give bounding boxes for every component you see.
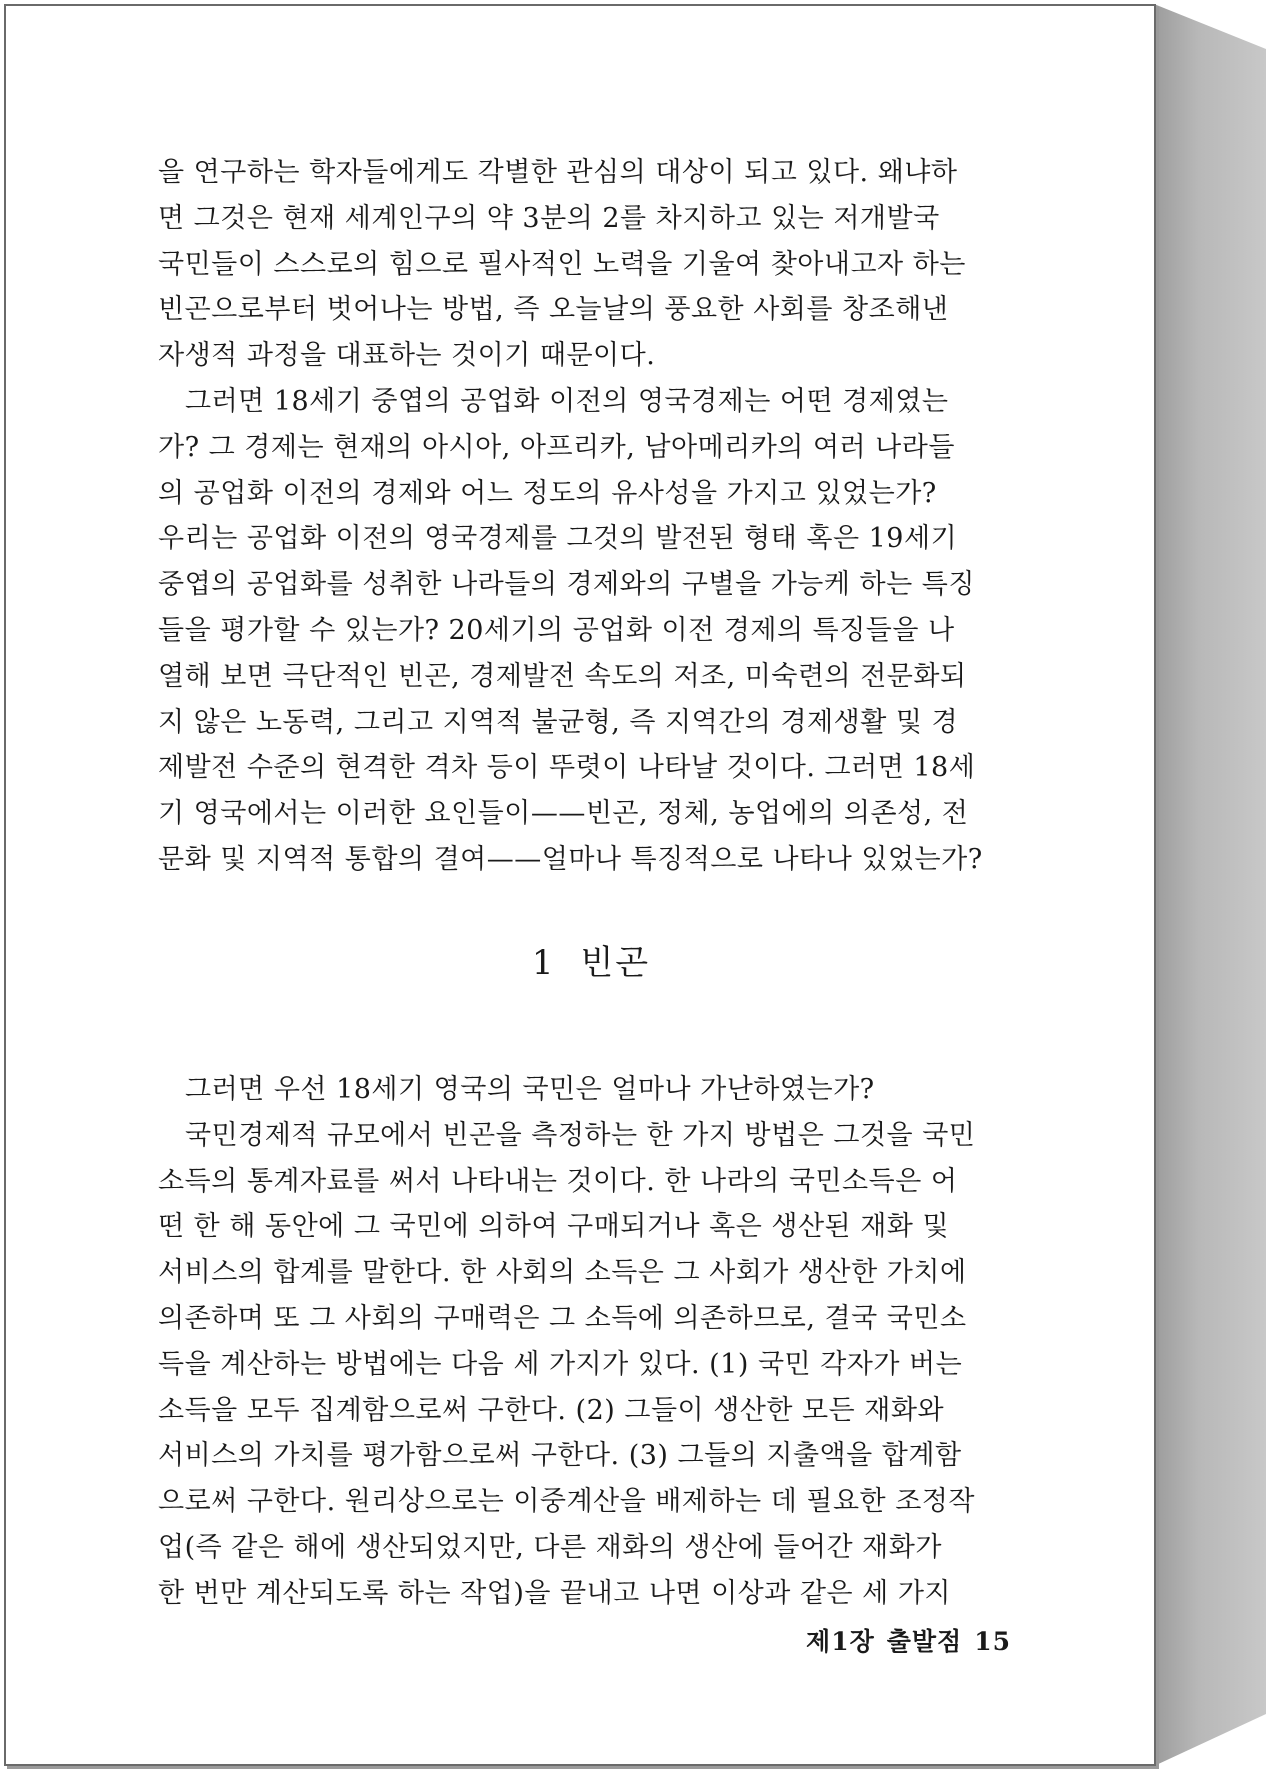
text-line: 국민경제적 규모에서 빈곤을 측정하는 한 가지 방법은 그것을 국민	[185, 1119, 976, 1151]
text-line: 을 연구하는 학자들에게도 각별한 관심의 대상이 되고 있다. 왜냐하	[158, 157, 958, 188]
intro-text-block	[158, 150, 1024, 883]
page-number: 15	[974, 1627, 1011, 1656]
section-number: 1	[531, 943, 556, 983]
section-title: 빈곤	[580, 943, 651, 983]
text-line: 의 공업화 이전의 경제와 어느 정도의 유사성을 가지고 있었는가?	[158, 477, 937, 509]
text-line: 한 번만 계산되도록 하는 작업)을 끝내고 나면 이상과 같은 세 가지	[158, 1577, 951, 1609]
chapter-label: 제1장	[806, 1627, 875, 1656]
text-line: 가? 그 경제는 현재의 아시아, 아프리카, 남아메리카의 여러 나라들	[158, 431, 955, 463]
text-line: 빈곤으로부터 벗어나는 방법, 즉 오늘날의 풍요한 사회를 창조해낸	[158, 294, 949, 326]
text-line: 으로써 구한다. 원리상으로는 이중계산을 배제하는 데 필요한 조정작	[158, 1486, 975, 1518]
text-line: 제발전 수준의 현격한 격차 등이 뚜렷이 나타날 것이다. 그러면 18세	[158, 752, 976, 784]
section-text-block	[158, 1067, 1024, 1617]
text-line: 지 않은 노동력, 그리고 지역적 불균형, 즉 지역간의 경제생활 및 경	[158, 706, 959, 738]
text-line: 면 그것은 현재 세계인구의 약 3분의 2를 차지하고 있는 저개발국	[158, 202, 940, 234]
paragraph-3	[158, 1067, 1024, 1113]
paragraph-2	[158, 379, 1024, 883]
page-edge-shadow	[1154, 4, 1266, 1766]
text-line: 의존하며 또 그 사회의 구매력은 그 소득에 의존하므로, 결국 국민소	[158, 1302, 967, 1334]
text-line: 자생적 과정을 대표하는 것이기 때문이다.	[158, 340, 656, 372]
text-line: 문화 및 지역적 통합의 결여——얼마나 특징적으로 나타나 있었는가?	[158, 843, 983, 875]
text-line: 그러면 18세기 중엽의 공업화 이전의 영국경제는 어떤 경제였는	[185, 385, 949, 417]
text-line: 우리는 공업화 이전의 영국경제를 그것의 발전된 형태 혹은 19세기	[158, 523, 958, 555]
text-line: 득을 계산하는 방법에는 다음 세 가지가 있다. (1) 국민 각자가 버는	[158, 1348, 963, 1380]
chapter-title: 출발점	[886, 1627, 963, 1656]
paragraph-4	[158, 1113, 1024, 1617]
text-line: 소득을 모두 집계함으로써 구한다. (2) 그들이 생산한 모든 재화와	[158, 1394, 945, 1426]
text-line: 그러면 우선 18세기 영국의 국민은 얼마나 가난하였는가?	[185, 1074, 875, 1105]
text-line: 업(즉 같은 해에 생산되었지만, 다른 재화의 생산에 들어간 재화가	[158, 1531, 942, 1563]
text-line: 소득의 통계자료를 써서 나타내는 것이다. 한 나라의 국민소득은 어	[158, 1165, 958, 1197]
section-heading	[158, 935, 1024, 984]
text-line: 중엽의 공업화를 성취한 나라들의 경제와의 구별을 가능케 하는 특징	[158, 569, 975, 601]
text-line: 떤 한 해 동안에 그 국민에 의하여 구매되거나 혹은 생산된 재화 및	[158, 1211, 950, 1243]
text-line: 국민들이 스스로의 힘으로 필사적인 노력을 기울여 찾아내고자 하는	[158, 248, 966, 280]
text-line: 서비스의 합계를 말한다. 한 사회의 소득은 그 사회가 생산한 가치에	[158, 1257, 967, 1289]
text-line: 서비스의 가치를 평가함으로써 구한다. (3) 그들의 지출액을 합계함	[158, 1440, 962, 1472]
text-line: 들을 평가할 수 있는가? 20세기의 공업화 이전 경제의 특징들을 나	[158, 614, 955, 646]
paragraph-1	[158, 150, 1024, 379]
text-line: 기 영국에서는 이러한 요인들이——빈곤, 정체, 농업에의 의존성, 전	[158, 798, 969, 830]
text-line: 열해 보면 극단적인 빈곤, 경제발전 속도의 저조, 미숙련의 전문화되	[158, 660, 967, 692]
page-footer	[794, 1622, 1011, 1658]
